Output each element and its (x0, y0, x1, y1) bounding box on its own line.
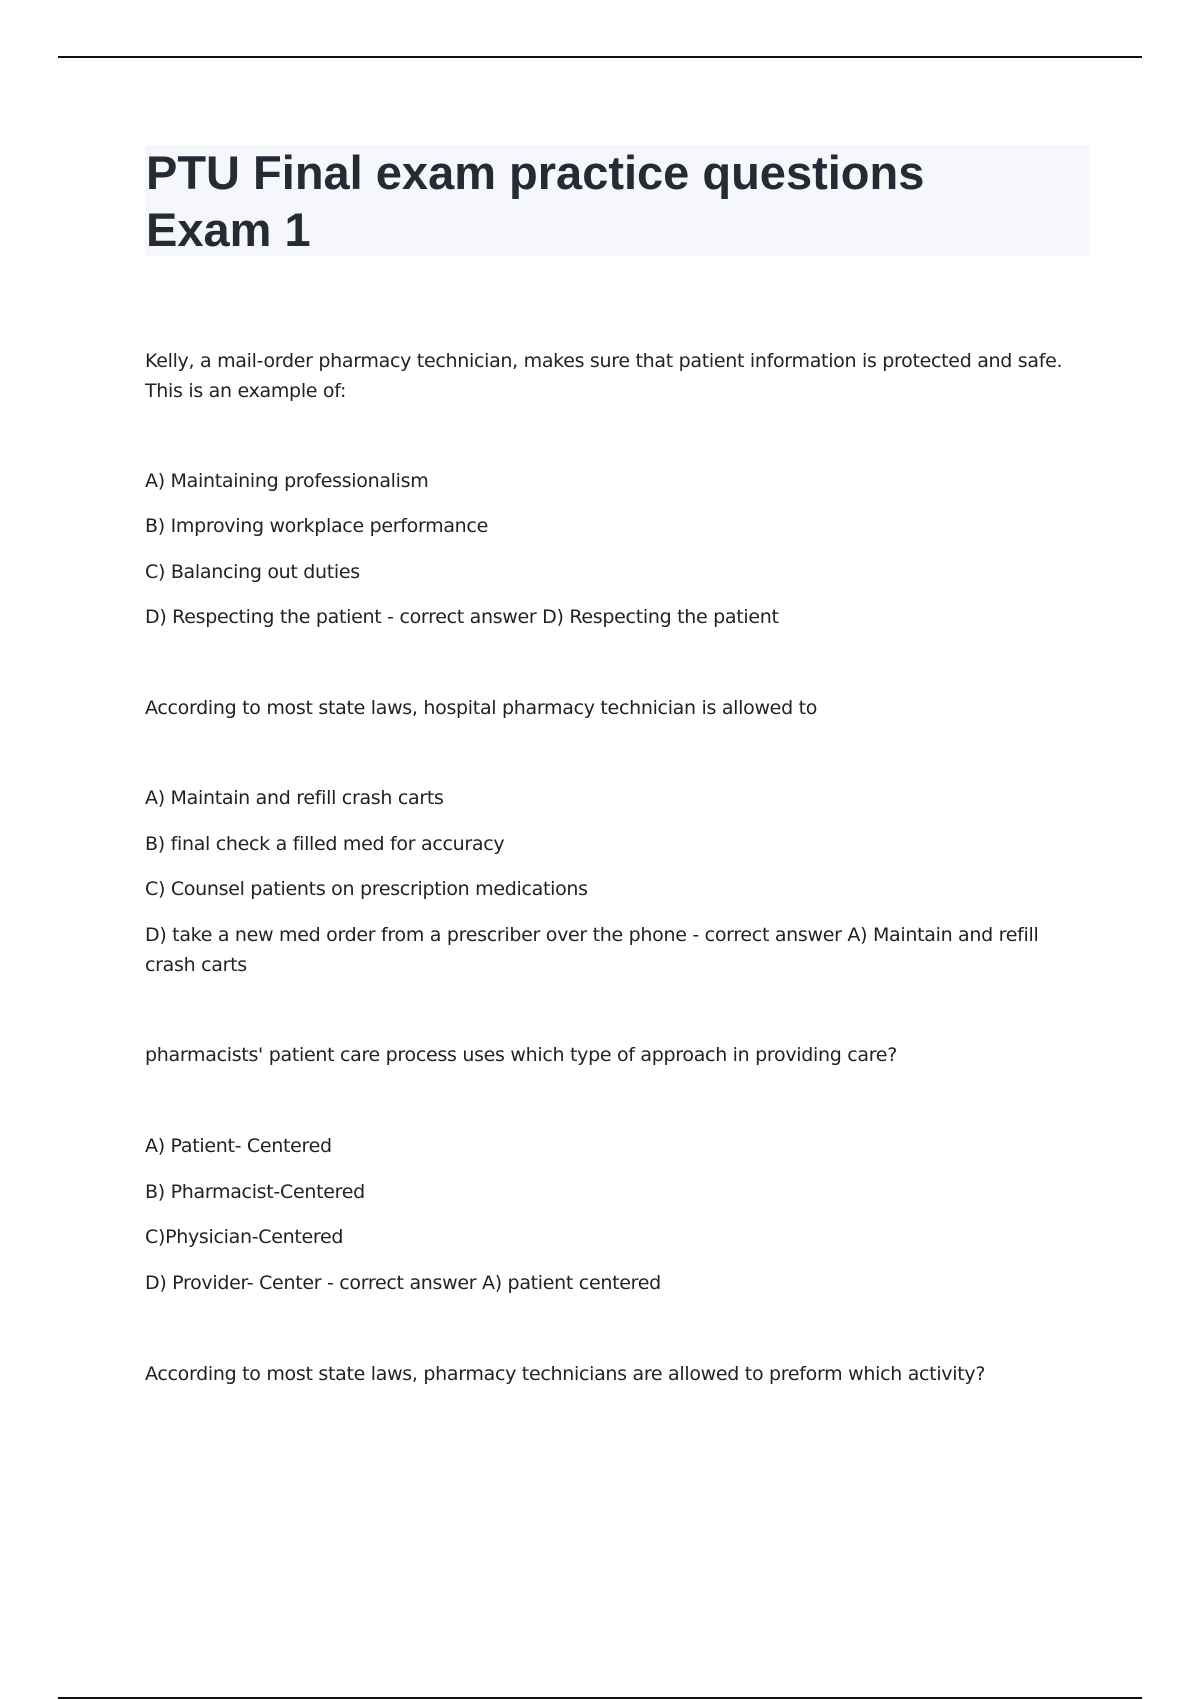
question-1-option-a: A) Maintaining professionalism (145, 470, 429, 492)
question-3-prompt: pharmacists' patient care process uses which type of approach in providing care? (145, 1044, 897, 1066)
question-3-option-c: C)Physician-Centered (145, 1226, 344, 1248)
question-2-prompt: According to most state laws, hospital pharmacy technician is allowed to (145, 697, 818, 719)
question-1-option-c: C) Balancing out duties (145, 561, 360, 583)
question-1-prompt: Kelly, a mail-order pharmacy technician, makes sure that patient information is protected and safe. This is an example of: (145, 350, 1063, 402)
question-2-option-b: B) final check a filled med for accuracy (145, 833, 505, 855)
question-1-option-d: D) Respecting the patient - correct answer D) Respecting the patient (145, 606, 779, 628)
question-1-option-b: B) Improving workplace performance (145, 515, 488, 537)
question-4-prompt: According to most state laws, pharmacy technicians are allowed to preform which activity? (145, 1363, 986, 1385)
question-3-option-d: D) Provider- Center - correct answer A) patient centered (145, 1272, 661, 1294)
question-2-option-c: C) Counsel patients on prescription medications (145, 878, 588, 900)
question-2-option-a: A) Maintain and refill crash carts (145, 787, 444, 809)
top-divider (58, 56, 1142, 58)
page-title: PTU Final exam practice questions (146, 146, 925, 199)
question-3-option-b: B) Pharmacist-Centered (145, 1181, 365, 1203)
page-subtitle: Exam 1 (146, 203, 311, 256)
bottom-divider (58, 1697, 1142, 1699)
question-3-option-a: A) Patient- Centered (145, 1135, 332, 1157)
question-2-option-d: D) take a new med order from a prescriber over the phone - correct answer A) Maintain and refill crash carts (145, 924, 1039, 976)
